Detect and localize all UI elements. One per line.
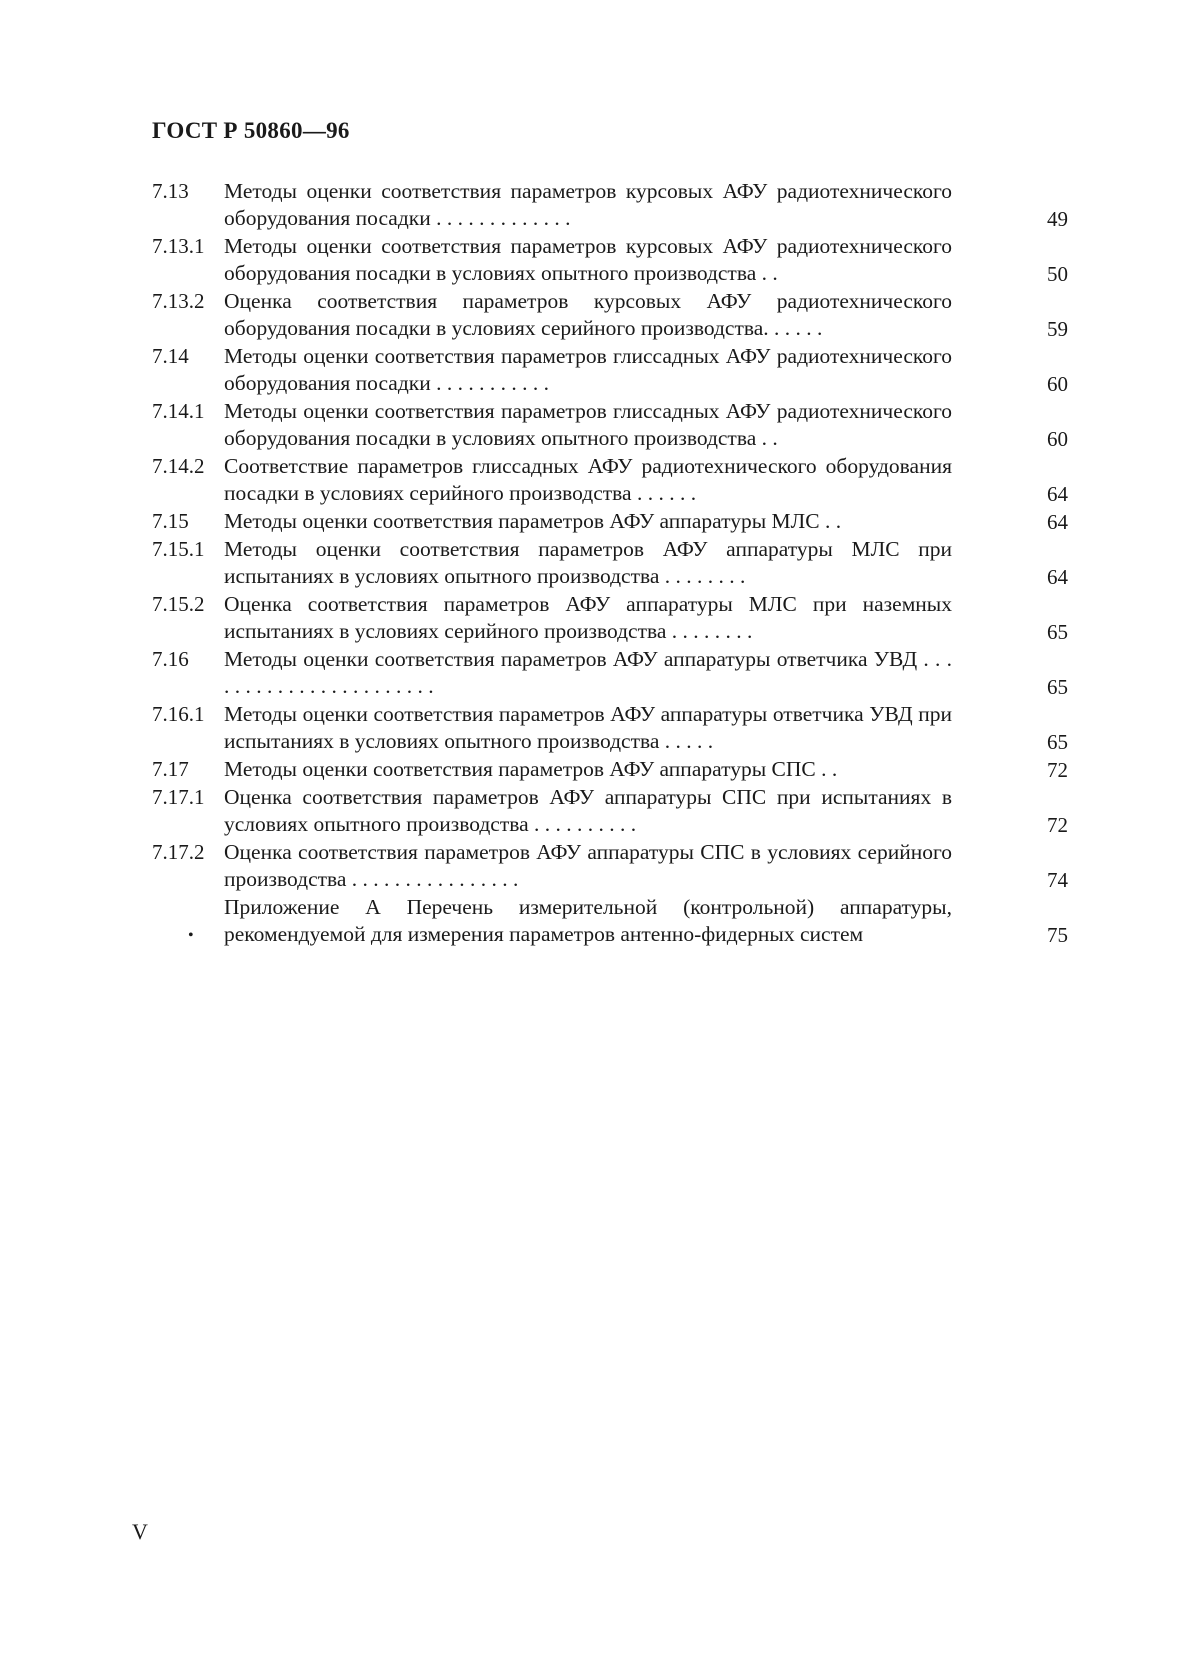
- page-number: V: [132, 1519, 148, 1544]
- toc-entry-page: 60: [1047, 427, 1068, 451]
- toc-entry-page: 64: [1047, 565, 1068, 589]
- toc-entry-page: 50: [1047, 262, 1068, 286]
- toc-entry-title: Методы оценки соответствия параметров АФУ аппаратуры СПС . .: [224, 757, 838, 781]
- toc-entry-number: 7.13.2: [152, 289, 205, 313]
- toc-entry-number: 7.17.1: [152, 785, 205, 809]
- toc-entry: [140, 536, 1080, 590]
- toc-entry-title: Методы оценки соответствия параметров АФУ аппаратуры ответчика УВД при испытаниях в условиях опытного производства . . . . .: [224, 702, 952, 753]
- toc-entry: [140, 646, 1080, 700]
- toc-entry-title: Соответствие параметров глиссадных АФУ радиотехнического оборудования посадки в условиях серийного производства . . . . . .: [224, 454, 952, 505]
- toc-entry-page: 49: [1047, 207, 1068, 231]
- toc-entry-page: 60: [1047, 372, 1068, 396]
- toc-entry-number: 7.14.2: [152, 454, 205, 478]
- toc-entry-page: 65: [1047, 675, 1068, 699]
- toc-entry-page: 75: [1047, 923, 1068, 947]
- toc-entry-title: Методы оценки соответствия параметров курсовых АФУ радиотехнического оборудования посадки . . . . . . . . . . . . .: [224, 179, 952, 230]
- toc-entry-page: 59: [1047, 317, 1068, 341]
- toc-entry-number: 7.16: [152, 647, 189, 671]
- toc-entry-title: Оценка соответствия параметров АФУ аппаратуры СПС в условиях серийного производства . . . . . . . . . . . . . . . .: [224, 840, 952, 891]
- toc-entry-number: 7.15: [152, 509, 189, 533]
- toc-entry-title: Приложение А Перечень измерительной (контрольной) аппаратуры, рекомендуемой для измерения параметров антенно-фидерных систем: [224, 895, 952, 946]
- toc-entry-number: 7.17.2: [152, 840, 205, 864]
- toc-entry: [140, 701, 1080, 755]
- toc-entry: [140, 508, 1080, 535]
- toc-entry-page: 74: [1047, 868, 1068, 892]
- toc-entry-number: 7.14: [152, 344, 189, 368]
- toc-entry-title: Оценка соответствия параметров АФУ аппаратуры СПС при испытаниях в условиях опытного производства . . . . . . . . . .: [224, 785, 952, 836]
- toc-entry: [140, 591, 1080, 645]
- scan-mark-icon: •: [188, 927, 194, 944]
- toc-entry-title: Методы оценки соответствия параметров глиссадных АФУ радиотехнического оборудования посадки в условиях опытного производства . .: [224, 399, 952, 450]
- toc-entry-number: 7.16.1: [152, 702, 205, 726]
- toc-entry-appendix: [140, 894, 1080, 948]
- toc-entry: [140, 178, 1080, 232]
- toc-entry-page: 65: [1047, 620, 1068, 644]
- toc-entry: [140, 756, 1080, 783]
- table-of-contents: [140, 178, 1080, 949]
- toc-entry-page: 64: [1047, 482, 1068, 506]
- toc-entry-title: Оценка соответствия параметров курсовых АФУ радиотехнического оборудования посадки в условиях серийного производства. . . . . .: [224, 289, 952, 340]
- toc-entry: [140, 784, 1080, 838]
- toc-entry-page: 64: [1047, 510, 1068, 534]
- toc-entry: [140, 453, 1080, 507]
- toc-entry-number: 7.17: [152, 757, 189, 781]
- toc-entry: [140, 839, 1080, 893]
- toc-entry: [140, 288, 1080, 342]
- toc-entry-number: 7.14.1: [152, 399, 205, 423]
- toc-entry: [140, 398, 1080, 452]
- toc-entry-title: Методы оценки соответствия параметров АФУ аппаратуры МЛС при испытаниях в условиях опытного производства . . . . . . . .: [224, 537, 952, 588]
- toc-entry-title: Методы оценки соответствия параметров курсовых АФУ радиотехнического оборудования посадки в условиях опытного производства . .: [224, 234, 952, 285]
- toc-entry-page: 72: [1047, 758, 1068, 782]
- toc-entry-number: 7.15.2: [152, 592, 205, 616]
- toc-entry-number: 7.13.1: [152, 234, 205, 258]
- toc-entry: [140, 233, 1080, 287]
- toc-entry-title: Методы оценки соответствия параметров глиссадных АФУ радиотехнического оборудования посадки . . . . . . . . . . .: [224, 344, 952, 395]
- toc-entry-number: 7.13: [152, 179, 189, 203]
- document-header: ГОСТ Р 50860—96: [152, 118, 350, 143]
- toc-entry-title: Методы оценки соответствия параметров АФУ аппаратуры ответчика УВД . . . . . . . . . . . . . . . . . . . . . . .: [224, 647, 952, 698]
- toc-entry-page: 65: [1047, 730, 1068, 754]
- toc-entry-title: Методы оценки соответствия параметров АФУ аппаратуры МЛС . .: [224, 509, 842, 533]
- toc-entry: [140, 343, 1080, 397]
- toc-entry-number: 7.15.1: [152, 537, 205, 561]
- toc-entry-page: 72: [1047, 813, 1068, 837]
- toc-entry-title: Оценка соответствия параметров АФУ аппаратуры МЛС при наземных испытаниях в условиях серийного производства . . . . . . . .: [224, 592, 952, 643]
